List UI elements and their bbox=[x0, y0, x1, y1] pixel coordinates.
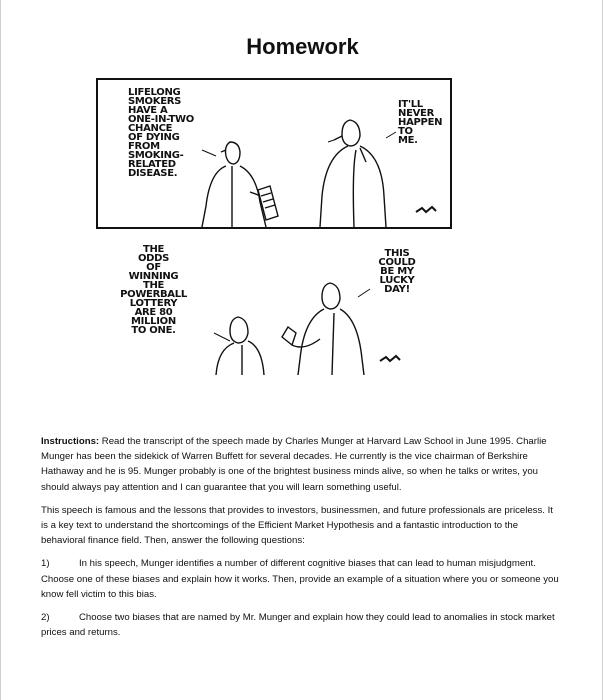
smoker-figure bbox=[320, 120, 386, 227]
page-title: Homework bbox=[246, 34, 359, 59]
question-2 bbox=[41, 610, 561, 640]
cartoon-panel-smoking bbox=[96, 78, 452, 229]
question-1 bbox=[41, 556, 561, 602]
panel1-left-caption: LIFELONG SMOKERS HAVE A ONE-IN-TWO CHANCE OF DYING FROM SMOKING- RELATED DISEASE. bbox=[128, 87, 194, 179]
panel2-drawing bbox=[96, 233, 448, 375]
ticket-holder-figure bbox=[282, 283, 364, 375]
cartoon-panel-lottery bbox=[96, 233, 448, 375]
question-1-text: In his speech, Munger identifies a number of different cognitive biases that can lead to human misjudgment. Choose one of these biases and explain how it works. Then, provide an example of a situation where you or someone you know fell victim to this bias. bbox=[41, 558, 559, 600]
panel2-left-caption: THE ODDS OF WINNING THE POWERBALL LOTTERY ARE 80 MILLION TO ONE. bbox=[120, 244, 187, 336]
panel2-right-caption: THIS COULD BE MY LUCKY DAY! bbox=[378, 248, 416, 295]
instructions-body: Read the transcript of the speech made by Charles Munger at Harvard Law School in June 1995. Charlie Munger has been the sidekick of Warren Buffett for several decades. He currently is the vice chairman of Berkshire Hathaway and he is 95. Munger probably is one of the brightest business minds alive, so when he talks or writes, you should always pay attention and I can guarantee that you will learn something useful. bbox=[41, 436, 547, 493]
question-2-number: 2) bbox=[41, 612, 50, 624]
instructions-paragraph-1 bbox=[41, 434, 561, 495]
announcer-figure bbox=[216, 317, 264, 375]
signature-scribble bbox=[416, 207, 436, 212]
signature-scribble bbox=[380, 356, 400, 361]
instructions-label: Instructions: bbox=[41, 436, 100, 447]
question-2-text: Choose two biases that are named by Mr. Munger and explain how they could lead to anomalies in stock market prices and returns. bbox=[41, 612, 555, 639]
instructions-paragraph-2: This speech is famous and the lessons that provides to investors, businessmen, and future professionals are priceless. It is a key text to understand the shortcomings of the Efficient Market Hypothesis and a fantastic introduction to the behavioral finance field. Then, answer the following questions: bbox=[41, 504, 553, 547]
instructions-text bbox=[41, 434, 561, 648]
panel1-right-caption: IT'LL NEVER HAPPEN TO ME. bbox=[398, 99, 443, 146]
question-1-number: 1) bbox=[41, 558, 50, 570]
panel1-drawing bbox=[98, 80, 450, 227]
cartoon-illustration bbox=[96, 78, 456, 378]
